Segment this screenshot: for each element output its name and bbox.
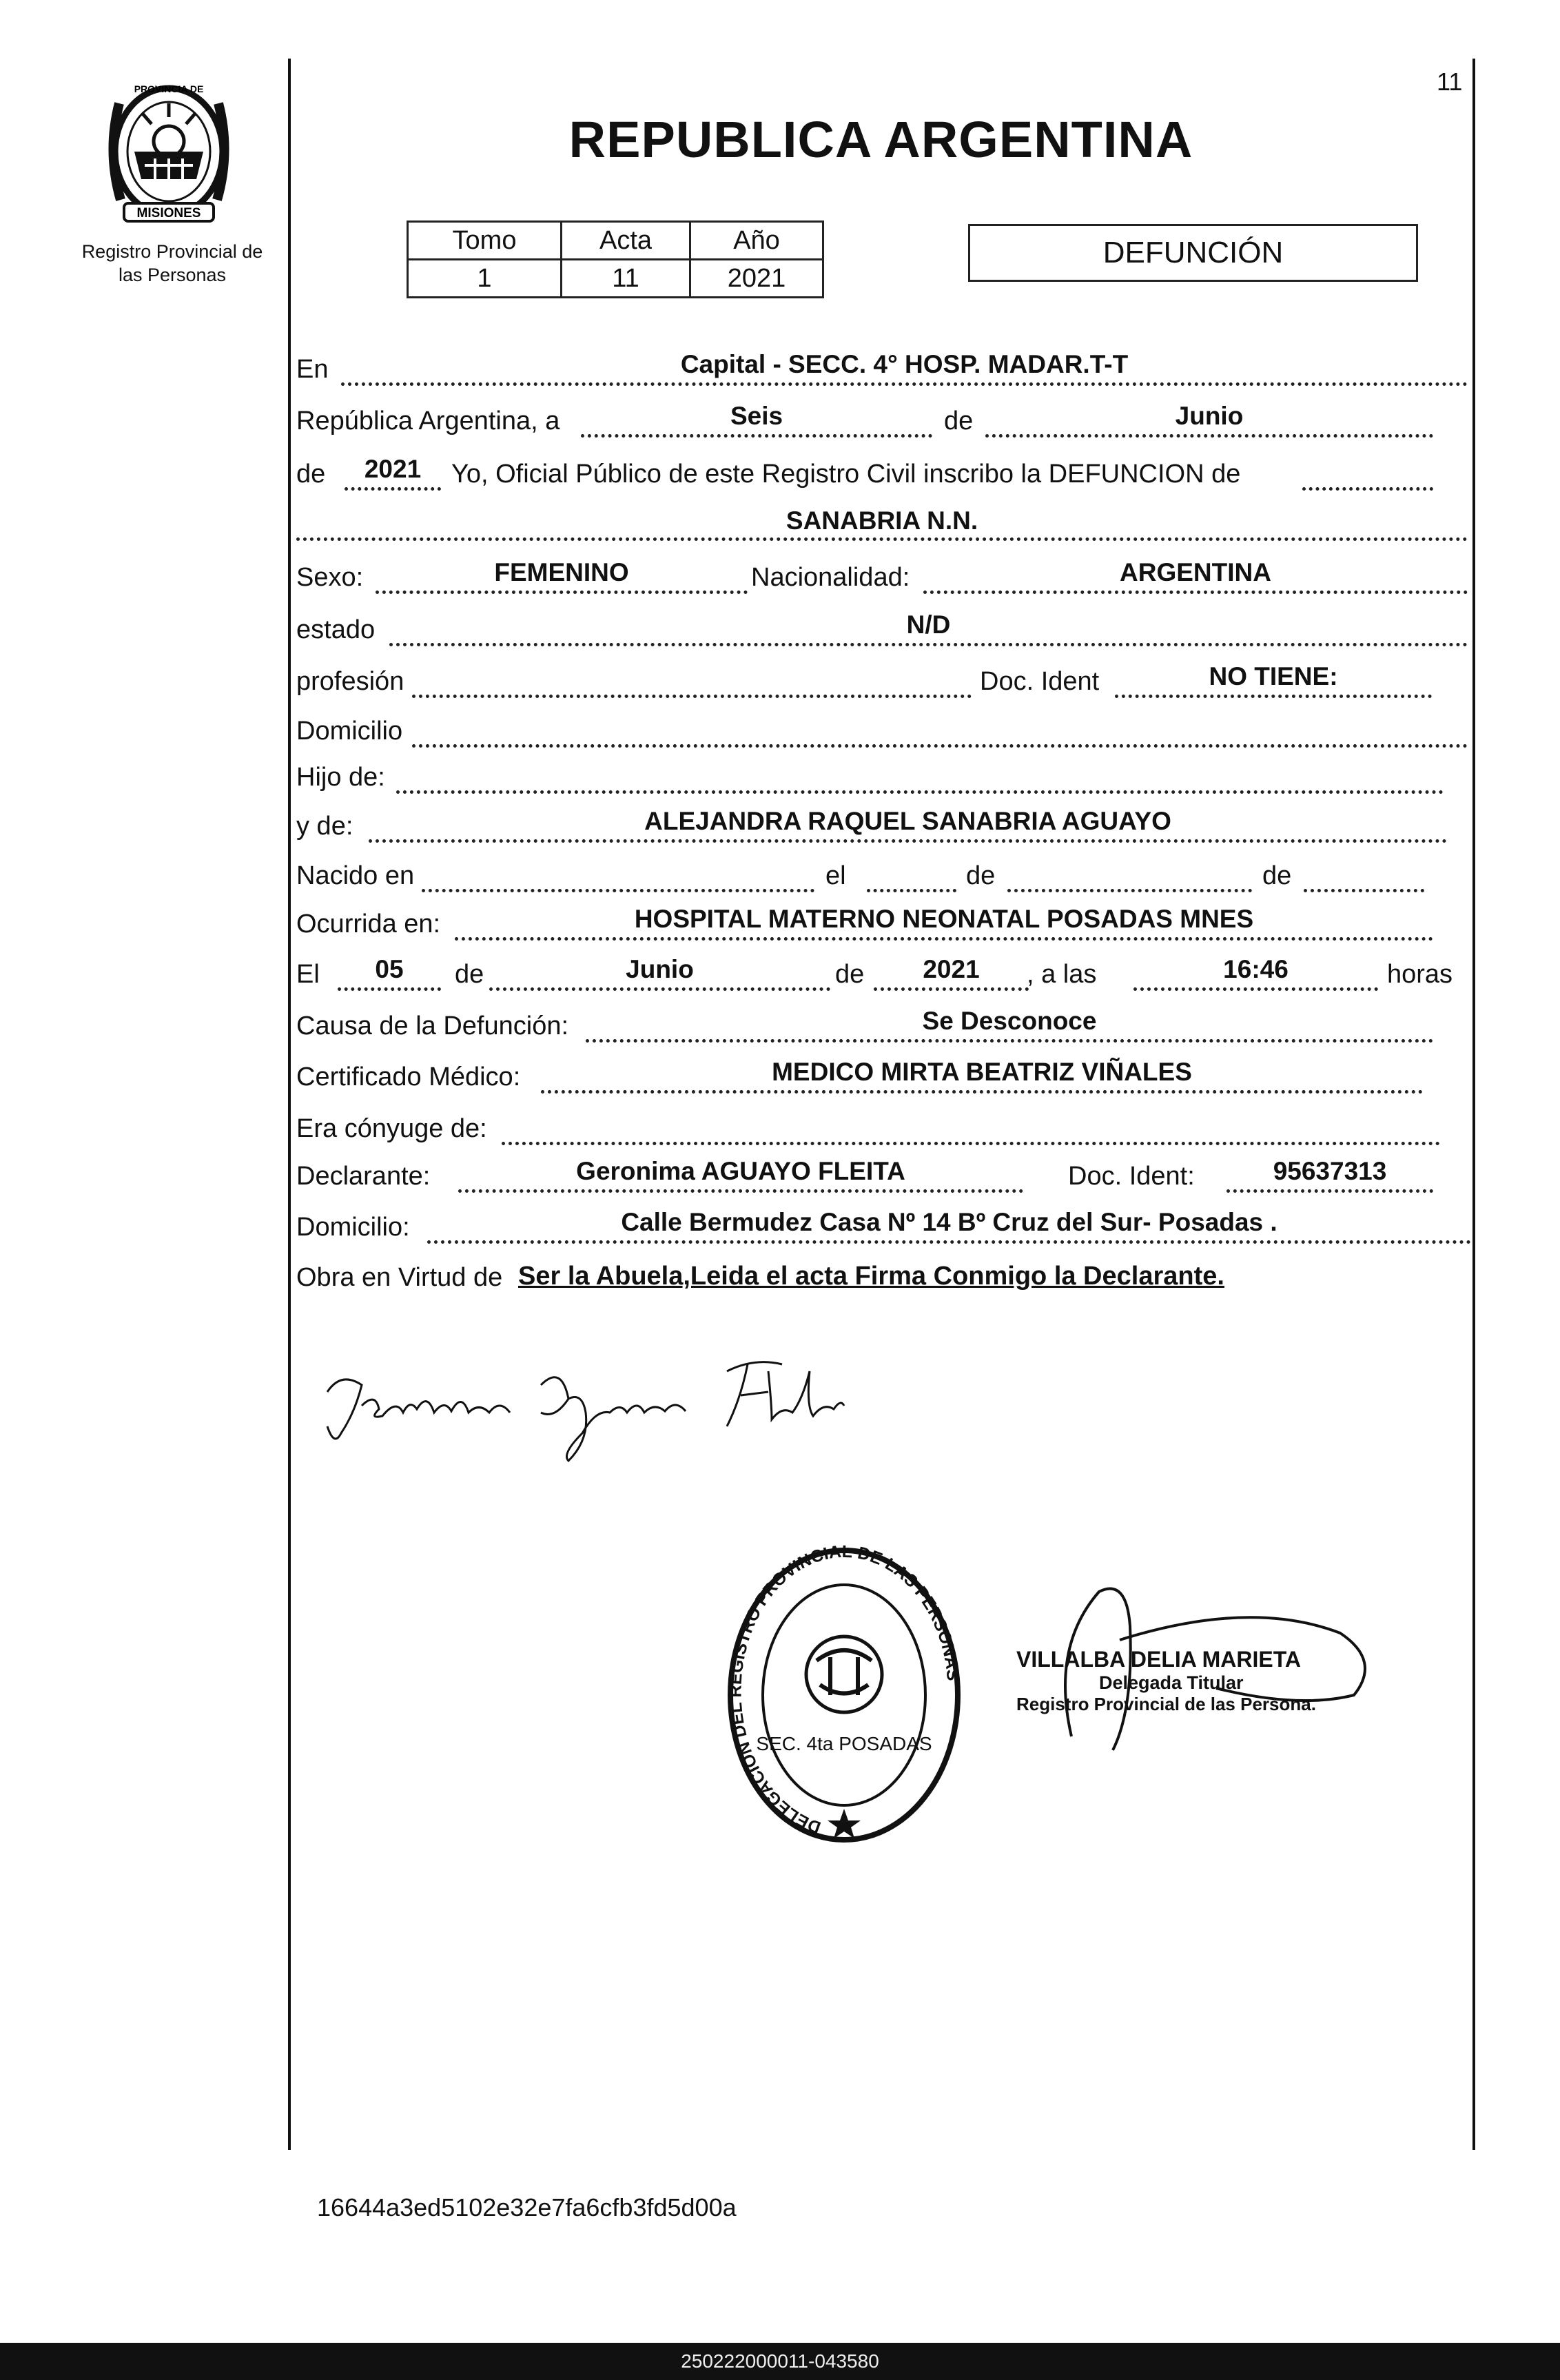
el-date-label: El (296, 960, 320, 989)
nacido-day-dotline (867, 889, 956, 892)
delegate-stamp (1016, 1647, 1316, 1715)
month-value: Junio (1175, 402, 1244, 430)
delegate-org: Registro Provincial de las Persona. (1016, 1694, 1316, 1714)
official-seal (720, 1537, 968, 1857)
nacionalidad-label: Nacionalidad: (751, 563, 910, 592)
de-label-6: de (835, 960, 865, 989)
year-value: 2021 (364, 455, 422, 483)
registry-line-2: las Personas (118, 265, 227, 285)
table-value-ano: 2021 (690, 260, 823, 298)
delegate-title: Delegada Titular (1099, 1672, 1244, 1693)
declarante-label: Declarante: (296, 1162, 431, 1191)
declarante-doc-dotline (1227, 1189, 1433, 1193)
year-dotline (345, 487, 441, 491)
declarant-signature (314, 1344, 851, 1478)
estado-label: estado (296, 615, 376, 644)
name-dotline (296, 537, 1468, 541)
yo-text: Yo, Oficial Público de este Registro Civil inscribo la DEFUNCION de (451, 460, 1241, 489)
barcode-footer: 250222000011-043580 (0, 2343, 1560, 2380)
certificado-value: MEDICO MIRTA BEATRIZ VIÑALES (772, 1058, 1192, 1086)
y-de-value: ALEJANDRA RAQUEL SANABRIA AGUAYO (644, 807, 1171, 835)
right-margin-line (1472, 59, 1475, 2150)
profesion-dotline (412, 695, 972, 698)
doc-ident-value: NO TIENE: (1209, 662, 1338, 690)
death-time-dotline (1133, 987, 1378, 991)
y-de-label: y de: (296, 812, 353, 841)
a-las-label: , a las (1027, 960, 1097, 989)
table-value-acta: 11 (562, 260, 690, 298)
ocurrida-value: HOSPITAL MATERNO NEONATAL POSADAS MNES (634, 905, 1254, 933)
declarante-doc-value: 95637313 (1273, 1157, 1387, 1185)
month-dotline (985, 434, 1433, 438)
declarante-domicilio-label: Domicilio: (296, 1213, 410, 1242)
death-month-dotline (489, 987, 830, 991)
el-label: el (825, 861, 846, 890)
death-day-dotline (338, 987, 441, 991)
de-label-2: de (296, 460, 326, 489)
seal-inner-text: SEC. 4ta POSADAS (756, 1733, 932, 1754)
declarante-domicilio-value: Calle Bermudez Casa Nº 14 Bº Cruz del Sur- Posadas . (621, 1208, 1277, 1236)
seal-ring-text: DELEGACION DEL REGISTRO PROVINCIAL DE LAS PERSONAS (726, 1541, 963, 1838)
document-title: REPUBLICA ARGENTINA (568, 111, 1193, 168)
de-label-5: de (455, 960, 484, 989)
domicilio-dotline (412, 744, 1468, 748)
en-value: Capital - SECC. 4° HOSP. MADAR.T-T (680, 350, 1129, 378)
sexo-dotline (376, 591, 748, 594)
declarante-doc-label: Doc. Ident: (1068, 1162, 1195, 1191)
en-label: En (296, 355, 329, 384)
declarante-dotline (458, 1189, 1023, 1193)
document-hash: 16644a3ed5102e32e7fa6cfb3fd5d00a (317, 2193, 737, 2222)
emblem-top-text: PROVINCIA DE (134, 83, 204, 94)
emblem-bottom-text: MISIONES (136, 206, 201, 220)
nacionalidad-value: ARGENTINA (1120, 558, 1271, 586)
table-value-tomo: 1 (408, 260, 562, 298)
republica-label: República Argentina, a (296, 407, 560, 435)
page-number: 11 (1437, 68, 1463, 96)
certificado-label: Certificado Médico: (296, 1063, 521, 1091)
yo-dotline (1302, 487, 1433, 491)
hijo-label: Hijo de: (296, 763, 385, 792)
registry-line-1: Registro Provincial de (81, 241, 263, 262)
nacido-month-dotline (1007, 889, 1252, 892)
causa-dotline (586, 1039, 1433, 1043)
death-time: 16:46 (1223, 955, 1289, 983)
delegate-name: VILLALBA DELIA MARIETA (1016, 1647, 1301, 1672)
de-label-4: de (1262, 861, 1292, 890)
conyuge-dotline (502, 1142, 1440, 1145)
domicilio-label: Domicilio (296, 717, 403, 746)
causa-value: Se Desconoce (922, 1007, 1097, 1035)
record-type-box: DEFUNCIÓN (968, 224, 1418, 282)
conyuge-label: Era cónyuge de: (296, 1114, 487, 1143)
ocurrida-dotline (455, 937, 1433, 941)
table-header-acta: Acta (562, 222, 690, 260)
en-dotline (341, 382, 1468, 386)
obra-label: Obra en Virtud de (296, 1263, 503, 1292)
left-margin-line (288, 59, 291, 2150)
profesion-label: profesión (296, 667, 404, 696)
nacionalidad-dotline (923, 591, 1468, 594)
obra-value: Ser la Abuela,Leida el acta Firma Conmigo la Declarante. (518, 1262, 1224, 1291)
day-dotline (581, 434, 932, 438)
death-day: 05 (375, 955, 404, 983)
table-header-tomo: Tomo (408, 222, 562, 260)
registry-label (69, 240, 276, 287)
certificado-dotline (541, 1090, 1423, 1094)
nacido-year-dotline (1304, 889, 1424, 892)
sexo-value: FEMENINO (494, 558, 629, 586)
de-label-1: de (944, 407, 974, 435)
deceased-name: SANABRIA N.N. (786, 506, 978, 535)
tomo-acta-ano-table (407, 220, 824, 298)
nacido-label: Nacido en (296, 861, 415, 890)
estado-dotline (389, 643, 1468, 646)
nacido-dotline (422, 889, 814, 892)
death-year-dotline (874, 987, 1029, 991)
day-value: Seis (730, 402, 783, 430)
declarante-domicilio-dotline (427, 1240, 1471, 1244)
causa-label: Causa de la Defunción: (296, 1012, 569, 1040)
declarante-value: Geronima AGUAYO FLEITA (576, 1157, 905, 1185)
death-year: 2021 (923, 955, 980, 983)
doc-ident-dotline (1115, 695, 1432, 698)
y-de-dotline (369, 839, 1447, 843)
sexo-label: Sexo: (296, 563, 364, 592)
horas-label: horas (1387, 960, 1453, 989)
estado-value: N/D (906, 611, 951, 639)
table-header-ano: Año (690, 222, 823, 260)
hijo-dotline (396, 790, 1444, 794)
death-month: Junio (626, 955, 694, 983)
ocurrida-label: Ocurrida en: (296, 910, 441, 938)
de-label-3: de (966, 861, 996, 890)
doc-ident-label: Doc. Ident (980, 667, 1100, 696)
